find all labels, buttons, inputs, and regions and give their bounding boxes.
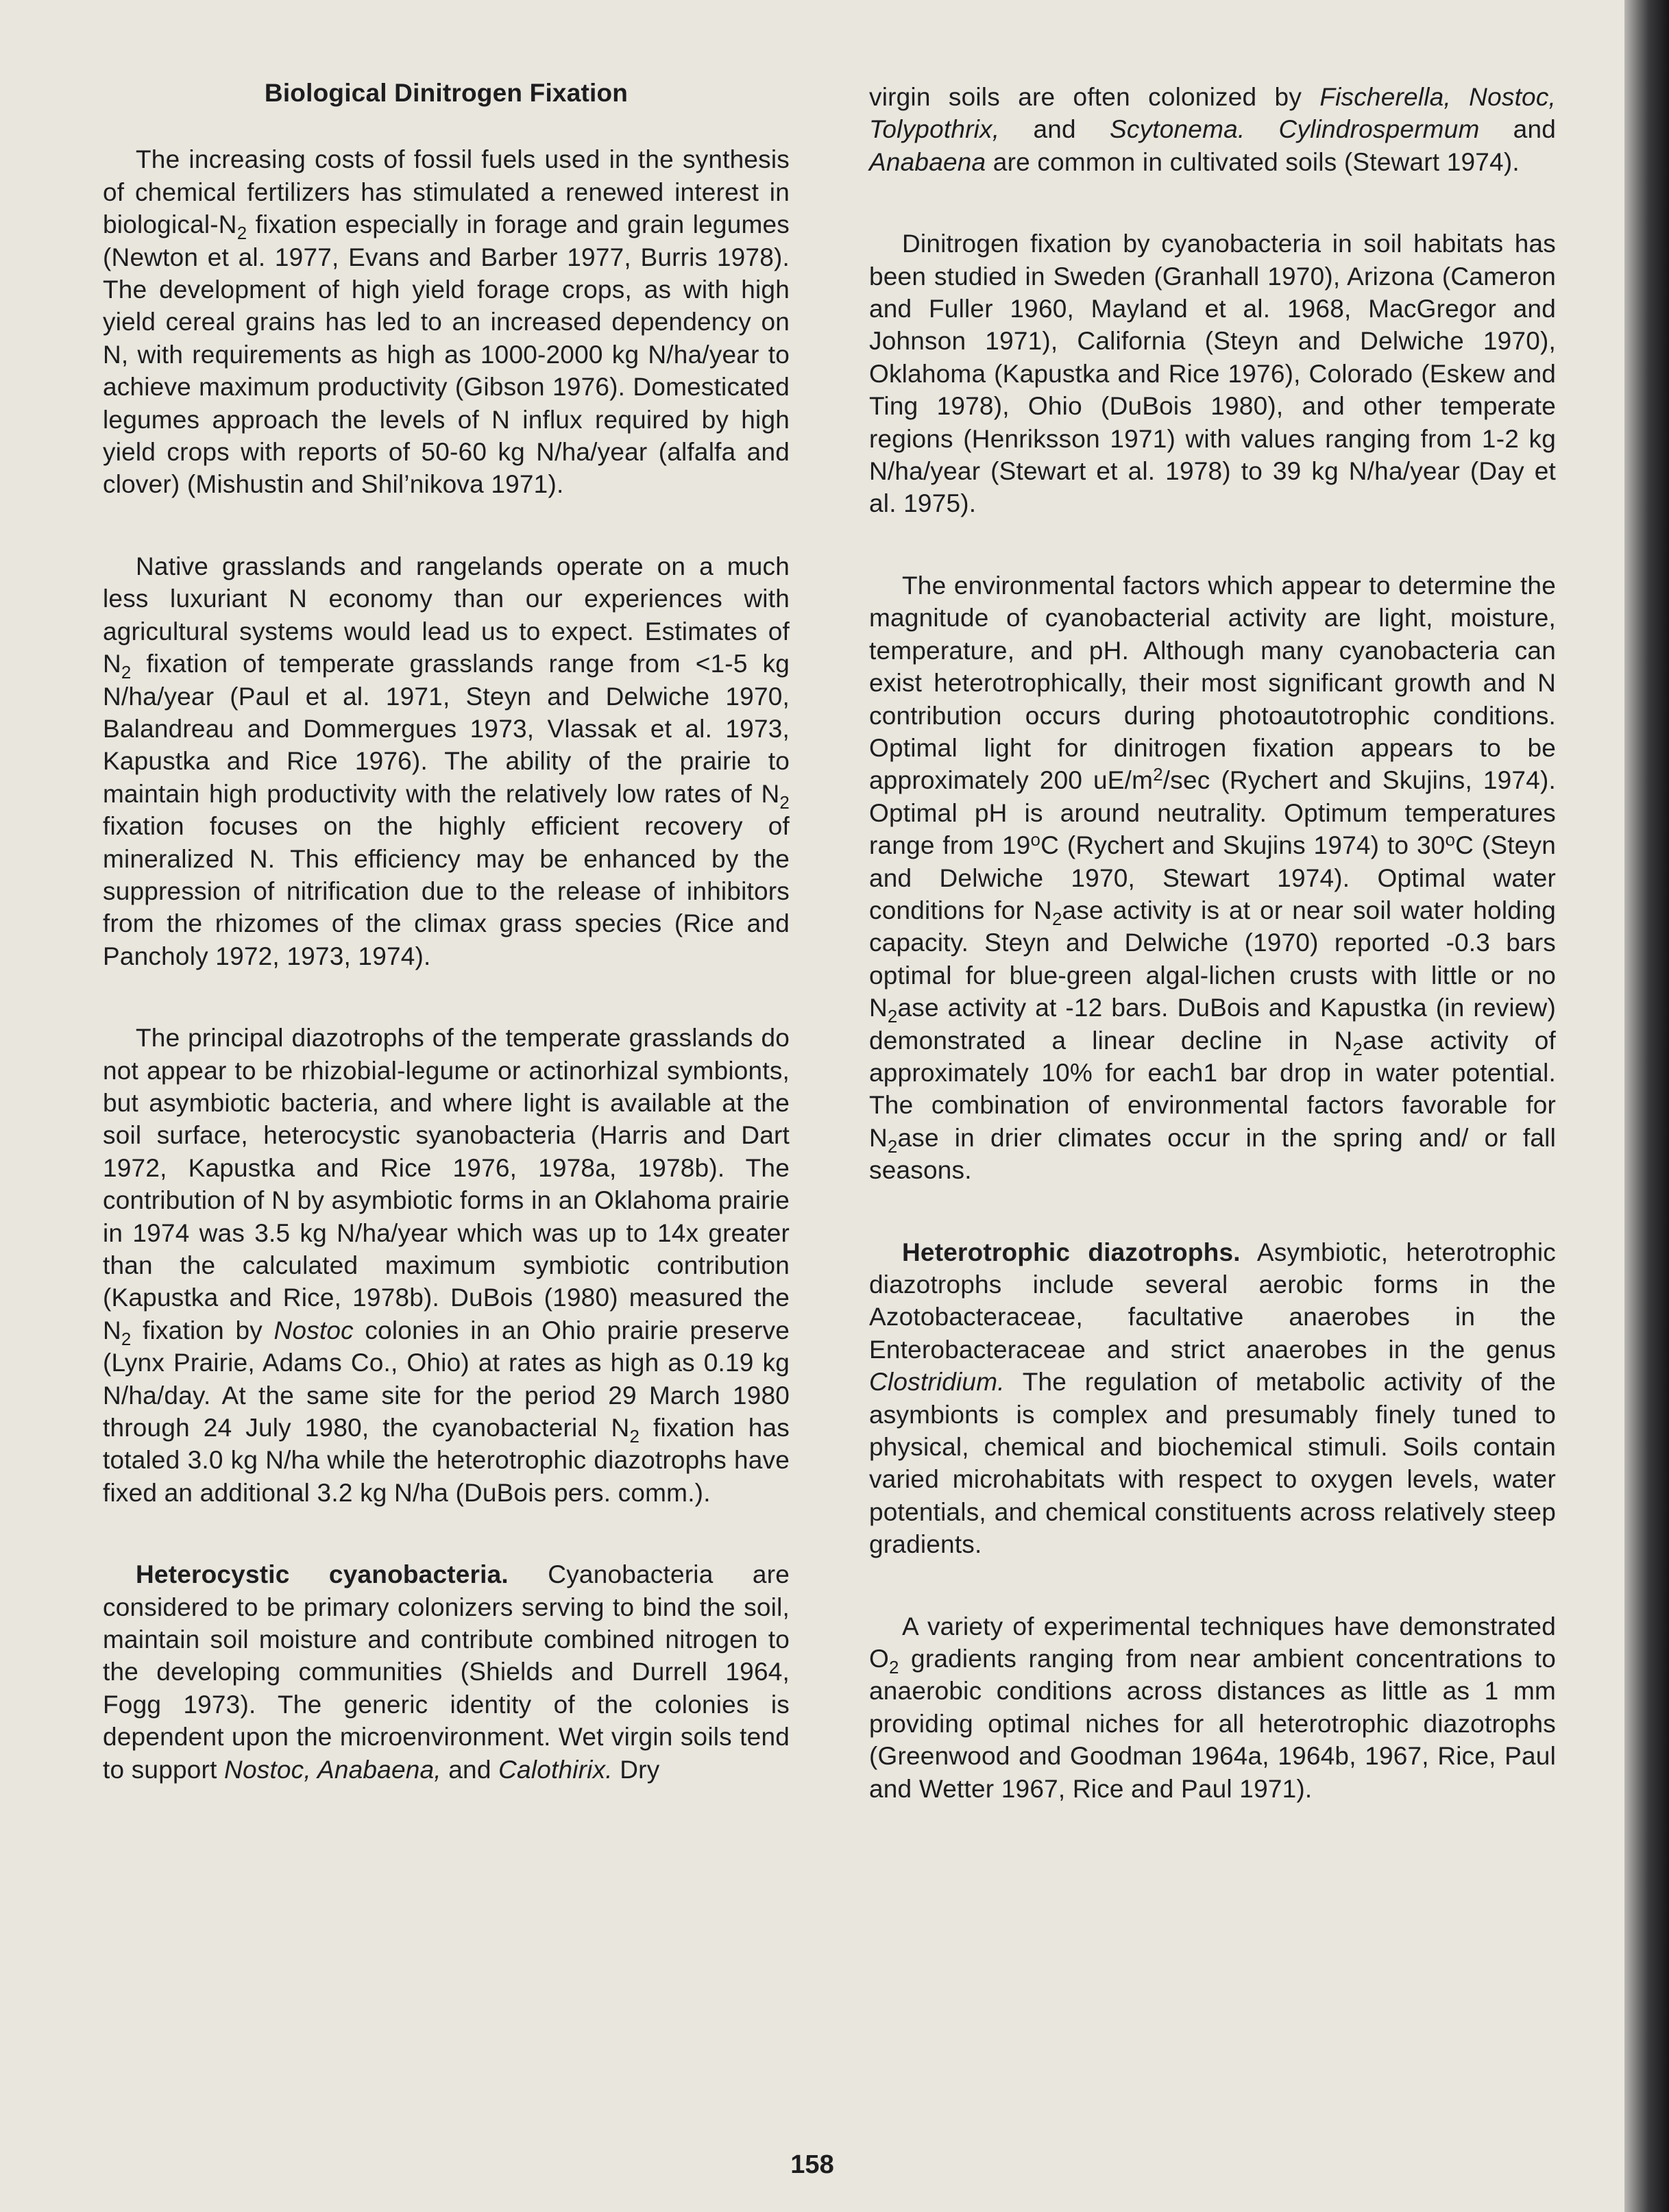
paragraph-dinitrogen-fixation-studies: Dinitrogen fixation by cyanobacteria in soil habitats has been studied in Sweden (Granhall 1970), Arizona (Cameron and Fuller 1960, Mayland et al. 1968, MacGregor and Johnson 1971), California (Steyn and Delwiche 1970), Oklahoma (Kapustka and Rice 1976), Colorado (Eskew and Ting 1978), Ohio (DuBois 1980), and other temperate regions (Henriksson 1971) with values ranging from 1-2 kg N/ha/year (Stewart et al. 1978) to 39 kg N/ha/year (Day et al. 1975). bbox=[869, 230, 1556, 518]
paragraph-heterocystic-cyanobacteria: Heterocystic cyanobacteria. Cyanobacteria are considered to be primary colonizers serving to bind the soil, maintain soil moisture and contribute combined nitrogen to the developing communities (Shields and Durrell 1964, Fogg 1973). The generic identity of the colonies is dependent upon the microenvironment. Wet virgin soils tend to support Nostoc, Anabaena, and Calothirix. Dry bbox=[103, 1560, 790, 1784]
paragraph-virgin-soils: virgin soils are often colonized by Fischerella, Nostoc, Tolypothrix, and Scytonema. Cylindrospermum and Anabaena are common in cultivated soils (Stewart 1974). bbox=[869, 83, 1557, 176]
paragraph-native-grasslands: Native grasslands and rangelands operate on a much less luxuriant N economy than our experiences with agricultural systems would lead us to expect. Estimates of $N_2$ fixation of temperate grasslands range from <1-5 kg N/ha/year (Paul et al. 1971, Steyn and Delwiche 1970, Balandreau and Dommergues 1973, Vlassak et al. 1973, Kapustka and Rice 1976). The ability of the prairie to maintain high productivity with the relatively low rates of $N_2$ fixation focuses on the highly efficient recovery of mineralized N. This efficiency may be enhanced by the suppression of nitrification due to the release of inhibitors from the rhizomes of the climax grass species (Rice and Pancholy 1972, 1973, 1974). bbox=[103, 552, 790, 970]
paragraph-environmental-factors: The environmental factors which appear to determine the magnitude of cyanobacterial activity are light, moisture, temperature, and pH. Although many cyanobacteria can exist heterotrophically, their most significant growth and N contribution occurs during photoautotrophic conditions. Optimal light for dinitrogen fixation appears to be approximately 200 $uE/m^2/\sec$ (Rychert and Skujins, 1974). Optimal pH is around neutrality. Optimum temperatures range from 19$^o$C (Rychert and Skujins 1974) to 30$^o$C (Steyn and Delwiche 1970, Stewart 1974). Optimal water conditions for $N_2ase$ activity is at or near soil water holding capacity. Steyn and Delwiche (1970) reported -0.3 bars optimal for blue-green algal-lichen crusts with little or no $N_2ase$ activity at -12 bars. DuBois and Kapustka (in review) demonstrated a linear decline in $N_2ase$ activity of approximately 10% for each1 bar drop in water potential. The combination of environmental factors favorable for $N_2ase$ in drier climates occur in the spring and/ or fall seasons. bbox=[869, 571, 1556, 1185]
runin-heading-heterocystic: Heterocystic cyanobacteria. bbox=[136, 1560, 509, 1589]
book-spine-edge bbox=[1624, 0, 1669, 2212]
section-heading: Biological Dinitrogen Fixation bbox=[264, 79, 629, 107]
runin-heading-heterotrophic: Heterotrophic diazotrophs. bbox=[902, 1238, 1241, 1266]
paragraph-experimental-techniques: A variety of experimental techniques have demonstrated $O_2$ gradients ranging from near ambient concentrations to anaerobic conditions across distances as little as 1 mm providing optimal niches for all heterotrophic diazotrophs (Greenwood and Goodman 1964a, 1964b, 1967, Rice, Paul and Wetter 1967, Rice and Paul 1971). bbox=[869, 1612, 1556, 1803]
left-column bbox=[103, 77, 790, 1786]
right-column bbox=[869, 81, 1556, 1805]
paragraph-fossil-fuels: The increasing costs of fossil fuels used in the synthesis of chemical fertilizers has stimulated a renewed interest in biological-$N_2$ fixation especially in forage and grain legumes (Newton et al. 1977, Evans and Barber 1977, Burris 1978). The development of high yield forage crops, as with high yield cereal grains has led to an increased dependency on N, with requirements as high as 1000-2000 kg N/ha/year to achieve maximum productivity (Gibson 1976). Domesticated legumes approach the levels of N influx required by high yield crops with reports of 50-60 kg N/ha/year (alfalfa and clover) (Mishustin and Shil’nikova 1971). bbox=[103, 145, 790, 499]
paragraph-principal-diazotrophs: The principal diazotrophs of the temperate grasslands do not appear to be rhizobial-legume or actinorhizal symbionts, but asymbiotic bacteria, and where light is available at the soil surface, heterocystic syanobacteria (Harris and Dart 1972, Kapustka and Rice 1976, 1978a, 1978b). The contribution of N by asymbiotic forms in an Oklahoma prairie in 1974 was 3.5 kg N/ha/year which was up to 14x greater than the calculated maximum symbiotic contribution (Kapustka and Rice, 1978b). DuBois (1980) measured the $N_2$ fixation by Nostoc colonies in an Ohio prairie preserve (Lynx Prairie, Adams Co., Ohio) at rates as high as 0.19 kg N/ha/day. At the same site for the period 29 March 1980 through 24 July 1980, the cyanobacterial $N_2$ fixation has totaled 3.0 kg N/ha while the heterotrophic diazotrophs have fixed an additional 3.2 kg N/ha (DuBois pers. comm.). bbox=[103, 1024, 790, 1507]
paragraph-heterotrophic-diazotrophs: Heterotrophic diazotrophs. Asymbiotic, heterotrophic diazotrophs include several aerobic forms in the Azotobacteraceae, facultative anaerobes in the Enterobacteraceae and strict anaerobes in the genus Clostridium. The regulation of metabolic activity of the asymbionts is complex and presumably finely tuned to physical, chemical and biochemical stimuli. Soils contain varied microhabitats with respect to oxygen levels, water potentials, and chemical constituents across relatively steep gradients. bbox=[869, 1238, 1556, 1559]
page-number: 158 bbox=[790, 2150, 834, 2179]
